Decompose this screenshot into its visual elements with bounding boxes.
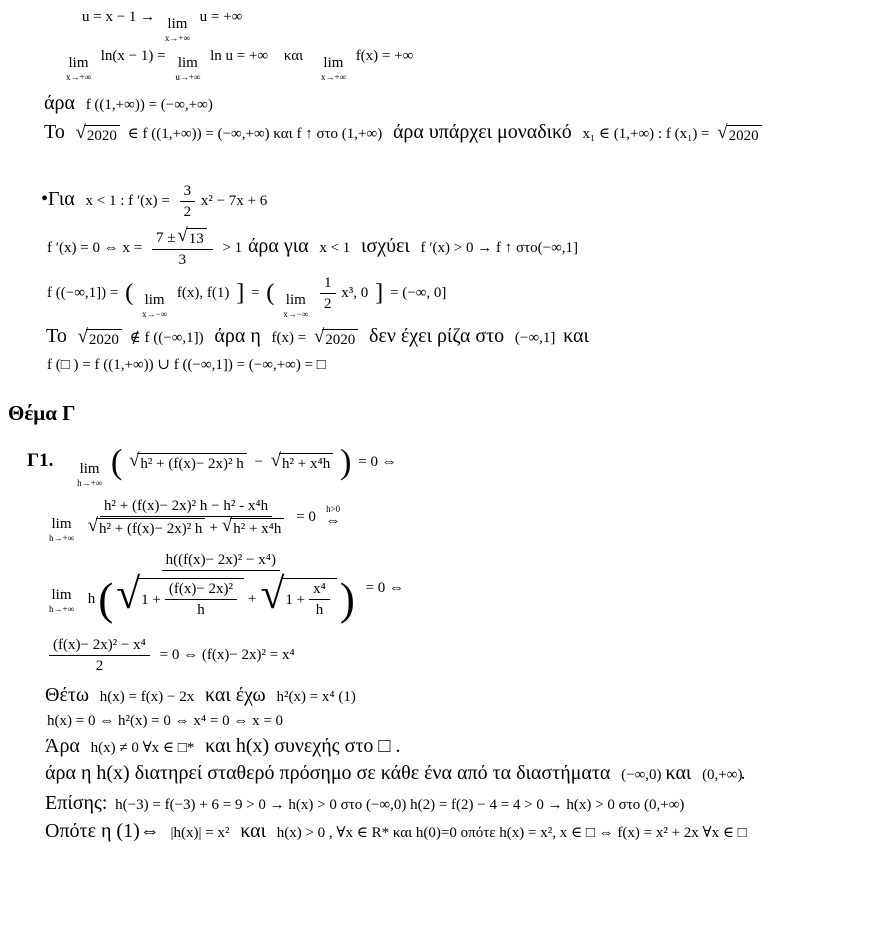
denominator <box>86 571 356 626</box>
math-text: (−∞,1] <box>514 329 556 346</box>
math-text: f ′(x) = 0 ⇔ x = <box>47 239 143 256</box>
fraction <box>152 225 213 269</box>
radicand: 2020 <box>322 329 358 349</box>
radicand: 2020 <box>86 329 122 349</box>
numerator: 1 <box>320 274 336 294</box>
math-text: h(x) > 0 , ∀x ∈ R* και h(0)=0 οπότε h(x) = x², x ∈ □ ⇔ f(x) = x² + 2x ∀x ∈ □ <box>276 824 747 841</box>
math-text: x² − 7x + 6 <box>200 192 268 209</box>
math-text: h(−3) = f(−3) + 6 = 9 > 0 → h(x) > 0 στο (−∞,0) h(2) = f(2) − 4 = 4 > 0 → h(x) > 0 στο (0,+∞) <box>115 796 685 813</box>
math-text: f (□ ) = f ((1,+∞)) ∪ f ((−∞,1]) = (−∞,+∞) = □ <box>47 356 326 373</box>
numerator: (f(x)− 2x)² − x⁴ <box>49 636 150 656</box>
math-text: 1 + <box>141 591 161 608</box>
sqrt-sign: √ <box>116 570 141 619</box>
line-derivative-case <box>36 182 885 221</box>
left-paren: ( <box>125 279 134 307</box>
math-text: x₁ ∈ (1,+∞) : f (x₁) = <box>582 126 710 142</box>
denominator: 2 <box>95 657 104 674</box>
line-range-negative <box>45 274 885 319</box>
limit-subscript: h→+∞ <box>77 477 103 488</box>
sqrt-expression <box>221 514 284 538</box>
radicand: h² + (f(x)− 2x)² h <box>96 518 205 538</box>
math-text: f(x) = +∞ <box>355 48 414 64</box>
greek-text: άρα η <box>214 324 261 347</box>
fraction <box>86 497 287 538</box>
math-text: x³, 0 <box>341 284 369 301</box>
greek-text: Οπότε η (1)⇔ <box>45 819 160 842</box>
greek-text: άρα η h(x) διατηρεί σταθερό πρόσημο σε κάθε ένα από τα διαστήματα <box>45 761 611 784</box>
right-paren: ) <box>339 573 355 624</box>
section-heading <box>8 400 885 426</box>
line-g1-statement <box>27 441 885 488</box>
greek-text: Για <box>48 187 75 210</box>
limit-subscript: x→+∞ <box>66 72 91 82</box>
limit-subscript: h→+∞ <box>49 532 74 543</box>
limit-subscript: x→+∞ <box>164 33 190 43</box>
sqrt-expression <box>116 570 244 619</box>
greek-text: Θέτω <box>45 683 90 706</box>
denominator: h <box>315 602 324 619</box>
math-text: h²(x) = x⁴ (1) <box>276 688 356 705</box>
question-label: Γ1. <box>27 449 54 471</box>
line-define-h <box>45 683 885 708</box>
limit-operator <box>165 17 190 43</box>
right-paren: ) <box>339 442 352 481</box>
numerator: 3 <box>180 182 196 202</box>
greek-text: και έχω <box>204 683 266 706</box>
limit-word: lim <box>51 586 72 603</box>
line-derivative-roots <box>45 225 885 269</box>
left-paren: ( <box>266 279 275 307</box>
sqrt-2020 <box>77 325 122 349</box>
line-g2-conjugate <box>45 497 885 543</box>
greek-text: άρα για <box>247 234 309 257</box>
math-text: > 1 <box>222 239 243 256</box>
sqrt-expression <box>87 514 206 538</box>
greek-text: Άρα <box>45 734 80 757</box>
radicand: h² + (f(x)− 2x)² h <box>137 453 246 473</box>
denominator: 2 <box>183 204 192 220</box>
greek-text: Το <box>44 121 65 143</box>
limit-word: lim <box>285 291 306 308</box>
limit-operator <box>77 462 102 488</box>
numerator: x⁴ <box>309 580 330 600</box>
fraction <box>165 580 237 619</box>
limit-word: lim <box>323 55 344 71</box>
line-substitution <box>80 8 885 43</box>
fraction <box>309 580 330 619</box>
math-text: |h(x)| = x² <box>170 824 230 841</box>
limit-operator <box>66 56 91 82</box>
sqrt-sign: √ <box>260 570 285 619</box>
sqrt-expression <box>129 449 247 473</box>
math-text: x < 1 <box>319 239 351 256</box>
limit-subscript: x→−∞ <box>142 308 168 319</box>
limit-subscript: x→−∞ <box>283 308 309 319</box>
greek-text: δεν έχει ρίζα στο <box>369 324 505 347</box>
denominator: 3 <box>178 252 187 268</box>
line-ln-limits <box>62 47 885 82</box>
math-text: ln u = +∞ <box>210 48 269 64</box>
denominator: 2 <box>324 296 332 312</box>
line-g3-factored <box>45 551 885 626</box>
math-text: ∈ f ((1,+∞)) = (−∞,+∞) και f ↑ στο (1,+∞) <box>127 126 383 142</box>
plus-sign: + <box>209 519 218 536</box>
limit-operator <box>142 293 167 319</box>
limit-word: lim <box>79 460 100 477</box>
denominator: h <box>197 602 205 619</box>
sqrt-expression <box>270 449 333 473</box>
math-text: h(x) ≠ 0 ∀x ∈ □* <box>90 739 195 756</box>
line-sample-values <box>45 791 885 816</box>
math-text: ln(x − 1) = <box>100 48 166 64</box>
radicand: h² + x⁴h <box>279 453 333 473</box>
line-h-nonzero <box>45 734 885 759</box>
math-text: x < 1 : f ′(x) = <box>85 192 170 209</box>
limit-operator <box>175 56 200 82</box>
math-text: = 0 ⇔ (f(x)− 2x)² = x⁴ <box>159 646 295 663</box>
radicand: 2020 <box>84 125 120 145</box>
math-text: 1 + <box>285 591 306 608</box>
limit-operator <box>49 517 74 543</box>
sqrt-sign: √ <box>177 225 188 246</box>
greek-text: Το <box>46 324 67 347</box>
sqrt-13 <box>177 225 206 248</box>
greek-text: Επίσης: <box>45 791 108 814</box>
line-full-range <box>45 356 885 375</box>
math-text: h(x) = 0 ⇔ h²(x) = 0 ⇔ x⁴ = 0 ⇔ x = 0 <box>47 712 284 729</box>
math-text: f(x), f(1) <box>176 284 230 301</box>
limit-subscript: h→+∞ <box>49 603 74 614</box>
math-text: (−∞,0) <box>621 766 662 783</box>
math-text: u = +∞ <box>199 9 243 25</box>
limit-operator <box>283 293 308 319</box>
greek-text: . <box>740 761 746 784</box>
sqrt-sign: √ <box>77 325 88 347</box>
math-text: u = x − 1 → <box>82 9 156 25</box>
math-text: (0,+∞) <box>702 766 743 783</box>
fraction <box>180 182 196 221</box>
numerator: h² + (f(x)− 2x)² h − h² - x⁴h <box>100 497 272 517</box>
math-text: = (−∞, 0] <box>390 284 447 301</box>
sqrt-sign: √ <box>313 325 325 347</box>
greek-text: και h(x) συνεχής στο □ . <box>205 734 401 757</box>
plus-sign: + <box>248 590 257 607</box>
numerator: h((f(x)− 2x)² − x⁴) <box>162 551 280 571</box>
sqrt-sign: √ <box>221 514 233 536</box>
limit-word: lim <box>51 515 72 532</box>
fraction <box>49 636 150 675</box>
line-h-zero <box>45 712 885 731</box>
limit-operator <box>321 56 346 82</box>
minus-sign: − <box>254 453 263 470</box>
greek-text: άρα υπάρχει μοναδικό <box>392 121 572 143</box>
conditional-arrow <box>326 505 341 529</box>
math-text: = <box>251 284 260 301</box>
math-text: f(x) = <box>271 329 307 346</box>
line-unique-root <box>39 120 885 145</box>
limit-word: lim <box>177 55 198 71</box>
radicand: h² + x⁴h <box>230 518 284 538</box>
math-text: ∉ f ((−∞,1]) <box>129 329 204 346</box>
radicand: 2020 <box>726 125 762 145</box>
fraction <box>320 274 336 313</box>
radicand: 13 <box>186 228 207 248</box>
condition: h>0 <box>326 504 341 515</box>
sqrt-sign: √ <box>270 449 282 471</box>
right-bracket: ] <box>375 279 384 307</box>
limit-word: lim <box>167 16 188 32</box>
sqrt-2020 <box>313 325 358 349</box>
math-text: f ((−∞,1]) = <box>47 284 119 301</box>
sqrt-sign: √ <box>717 121 728 143</box>
greek-text: άρα <box>44 92 75 114</box>
math-text: h(x) = f(x) − 2x <box>99 688 195 705</box>
limit-subscript: x→+∞ <box>320 72 346 82</box>
limit-operator <box>49 588 74 614</box>
sqrt-sign: √ <box>75 121 86 143</box>
greek-connector: και <box>283 48 304 64</box>
limit-subscript: u→+∞ <box>175 72 201 82</box>
left-paren: ( <box>110 442 123 481</box>
math-text: 7 ± <box>155 230 176 246</box>
limit-word: lim <box>144 291 165 308</box>
greek-text: και <box>563 324 589 347</box>
math-text: h <box>87 590 96 607</box>
line-constant-sign <box>45 761 885 786</box>
line-final-conclusion <box>45 819 885 844</box>
numerator: (f(x)− 2x)² <box>165 580 237 600</box>
denominator <box>86 514 287 538</box>
math-text: = 0 <box>296 508 316 525</box>
sqrt-2020 <box>717 121 761 145</box>
line-g4-result <box>45 636 885 675</box>
math-text: f ((1,+∞)) = (−∞,+∞) <box>85 97 213 113</box>
greek-text: και <box>665 761 692 784</box>
greek-text: ισχύει <box>361 234 410 257</box>
numerator <box>152 225 213 250</box>
line-no-root <box>41 324 885 349</box>
line-range-conclusion <box>39 91 885 116</box>
sqrt-2020 <box>75 121 120 145</box>
math-text: = 0 ⇔ <box>365 579 405 596</box>
limit-word: lim <box>68 55 89 71</box>
math-text: = 0 ⇔ <box>358 453 397 470</box>
equiv-arrow: ⇔ <box>325 513 341 530</box>
sqrt-sign: √ <box>129 449 140 471</box>
sqrt-expression <box>260 570 337 619</box>
left-paren: ( <box>98 573 114 624</box>
right-bracket: ] <box>236 279 245 307</box>
greek-text: και <box>240 819 266 842</box>
heading-text: Θέμα Γ <box>8 400 76 425</box>
fraction <box>86 551 356 626</box>
bullet: • <box>41 187 49 210</box>
sqrt-sign: √ <box>87 514 99 536</box>
math-text: f ′(x) > 0 → f ↑ στο(−∞,1] <box>420 239 579 256</box>
